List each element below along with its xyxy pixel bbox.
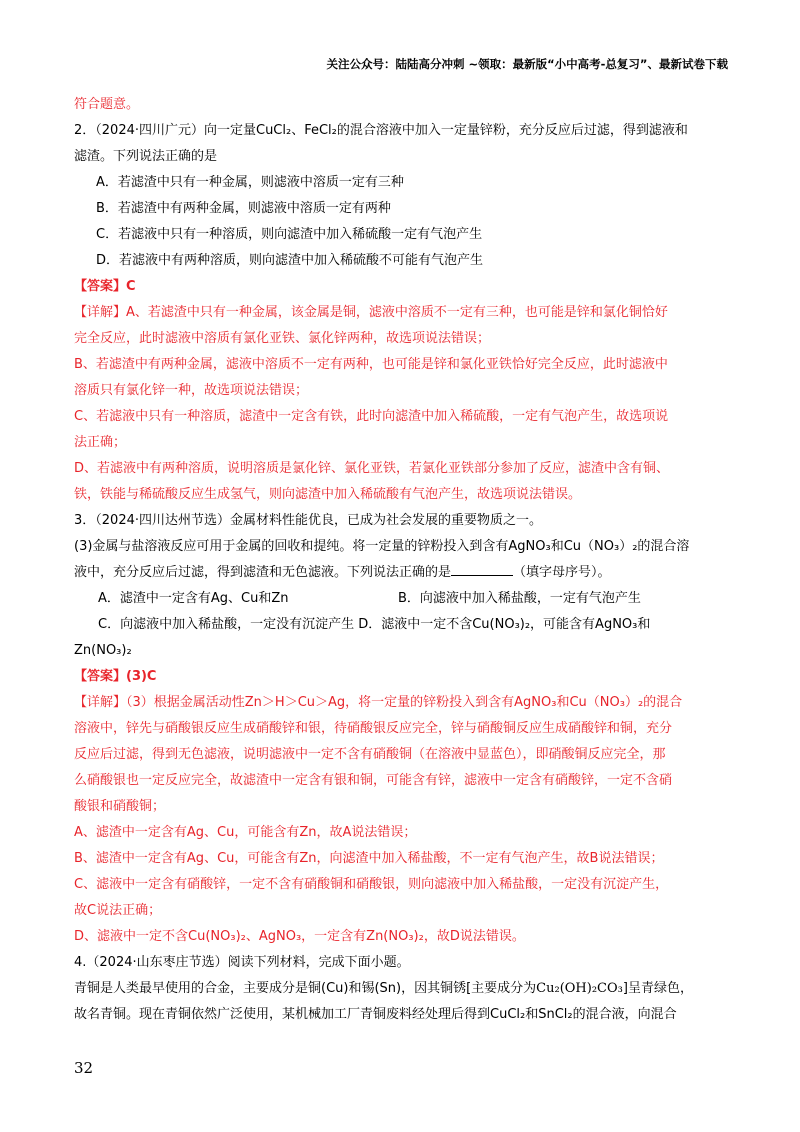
page-header: 关注公众号：陆陆高分冲刺 ~领取：最新版“小中高考-总复习”、最新试卷下载 [326, 57, 728, 71]
question-2-explanation-line-4: 溶质只有氯化锌一种，故选项说法错误； [74, 383, 309, 398]
question-2-option-c: C．若滤液中只有一种溶质，则向滤渣中加入稀硫酸一定有气泡产生 [96, 227, 483, 242]
question-3-option-d-tail: Zn(NO₃)₂ [74, 643, 132, 658]
question-3-options-cd: C．向滤液中加入稀盐酸，一定没有沉淀产生 D．滤液中一定不含Cu(NO₃)₂，可能含有AgNO₃和 [98, 617, 651, 632]
question-3-explanation-line-2: 溶液中，锌先与硝酸银反应生成硝酸锌和银，待硝酸银反应完全，锌与硝酸铜反应生成硝酸锌和铜，充分 [74, 721, 673, 736]
document-body [74, 92, 726, 1028]
reading-material-suffix: ]呈青绿色， [622, 981, 693, 996]
answer-blank [451, 561, 513, 576]
page-number: 32 [74, 1059, 94, 1077]
question-2-stem-line-1: 2．（2024·四川广元）向一定量CuCl₂、FeCl₂的混合溶液中加入一定量锌粉，充分反应后过滤，得到滤液和 [74, 123, 688, 138]
question-2-answer: 【答案】C [74, 279, 136, 294]
question-3-explanation-line-7: B、滤渣中一定含有Ag、Cu，可能含有Zn，向滤渣中加入稀盐酸，不一定有气泡产生，故B说法错误； [74, 851, 664, 866]
answer-tail-line: 符合题意。 [74, 97, 140, 112]
question-3-option-b: B．向滤液中加入稀盐酸，一定有气泡产生 [398, 591, 641, 606]
question-3-explanation-line-9: 故C说法正确； [74, 903, 162, 918]
question-2-explanation-line-5: C、若滤液中只有一种溶质，滤渣中一定含有铁，此时向滤渣中加入稀硫酸，一定有气泡产生，故选项说 [74, 409, 669, 424]
question-2-explanation-line-1: 【详解】A、若滤渣中只有一种金属，该金属是铜，滤液中溶质不一定有三种，也可能是锌和氯化铜恰好 [74, 305, 668, 320]
question-4-stem: 4.（2024·山东枣庄节选）阅读下列材料，完成下面小题。 [74, 955, 410, 970]
question-2-explanation-line-8: 铁，铁能与稀硫酸反应生成氢气，则向滤渣中加入稀硫酸有气泡产生，故选项说法错误。 [74, 487, 582, 502]
question-3-stem-line-3 [74, 560, 726, 586]
question-3-options-ab [74, 586, 726, 612]
question-3-explanation-line-4: 么硝酸银也一定反应完全，故滤渣中一定含有银和铜，可能含有锌，滤液中一定含有硝酸锌，一定不含硝 [74, 773, 673, 788]
question-3-explanation-line-8: C、滤液中一定含有硝酸锌，一定不含有硝酸铜和硝酸银，则向滤液中加入稀盐酸，一定没有沉淀产生， [74, 877, 669, 892]
question-3-stem-line-1: 3．（2024·四川达州节选）金属材料性能优良，已成为社会发展的重要物质之一。 [74, 513, 542, 528]
reading-material-line-2: 故名青铜。现在青铜依然广泛使用，某机械加工厂青铜废料经处理后得到CuCl₂和SnCl₂的混合液，向混合 [74, 1007, 677, 1022]
copper-rust-formula: Cu₂(OH)₂CO₃ [536, 981, 623, 996]
question-3-explanation-line-1: 【详解】（3）根据金属活动性Zn＞H＞Cu＞Ag，将一定量的锌粉投入到含有AgNO₃和Cu（NO₃）₂的混合 [74, 695, 683, 710]
question-3-explanation-line-10: D、滤液中一定不含Cu(NO₃)₂、AgNO₃，一定含有Zn(NO₃)₂，故D说法错误。 [74, 929, 525, 944]
question-3-stem-text: 液中，充分反应后过滤，得到滤渣和无色滤液。下列说法正确的是 [74, 565, 452, 580]
question-2-explanation-line-2: 完全反应，此时滤液中溶质有氯化亚铁、氯化锌两种，故选项说法错误； [74, 331, 491, 346]
question-3-stem-line-2: (3)金属与盐溶液反应可用于金属的回收和提纯。将一定量的锌粉投入到含有AgNO₃和Cu（NO₃）₂的混合溶 [74, 539, 690, 554]
question-2-option-d: D．若滤液中有两种溶质，则向滤渣中加入稀硫酸不可能有气泡产生 [96, 253, 484, 268]
question-2-stem-line-2: 滤渣。下列说法正确的是 [74, 149, 218, 164]
question-3-explanation-line-3: 反应后过滤，得到无色滤液，说明滤液中一定不含有硝酸铜（在溶液中显蓝色），即硝酸铜反应完全，那 [74, 747, 666, 762]
question-2-option-b: B．若滤渣中有两种金属，则滤液中溶质一定有两种 [96, 201, 391, 216]
question-2-explanation-line-7: D、若滤液中有两种溶质，说明溶质是氯化锌、氯化亚铁，若氯化亚铁部分参加了反应，滤渣中含有铜、 [74, 461, 670, 476]
question-2-explanation-line-6: 法正确； [74, 435, 127, 450]
question-3-explanation-line-5: 酸银和硝酸铜； [74, 799, 166, 814]
question-2-explanation-line-3: B、若滤渣中有两种金属，滤液中溶质不一定有两种，也可能是锌和氯化亚铁恰好完全反应，此时滤液中 [74, 357, 668, 372]
reading-material-line-1 [74, 976, 726, 1002]
question-3-option-a: A．滤渣中一定含有Ag、Cu和Zn [98, 591, 289, 606]
question-3-explanation-line-6: A、滤渣中一定含有Ag、Cu，可能含有Zn，故A说法错误； [74, 825, 417, 840]
question-3-answer: 【答案】(3)C [74, 669, 157, 684]
question-2-option-a: A．若滤渣中只有一种金属，则滤液中溶质一定有三种 [96, 175, 404, 190]
question-3-stem-suffix: （填字母序号）。 [513, 565, 611, 580]
reading-material-text: 青铜是人类最早使用的合金，主要成分是铜(Cu)和锡(Sn)，因其铜锈[主要成分为 [74, 981, 537, 996]
